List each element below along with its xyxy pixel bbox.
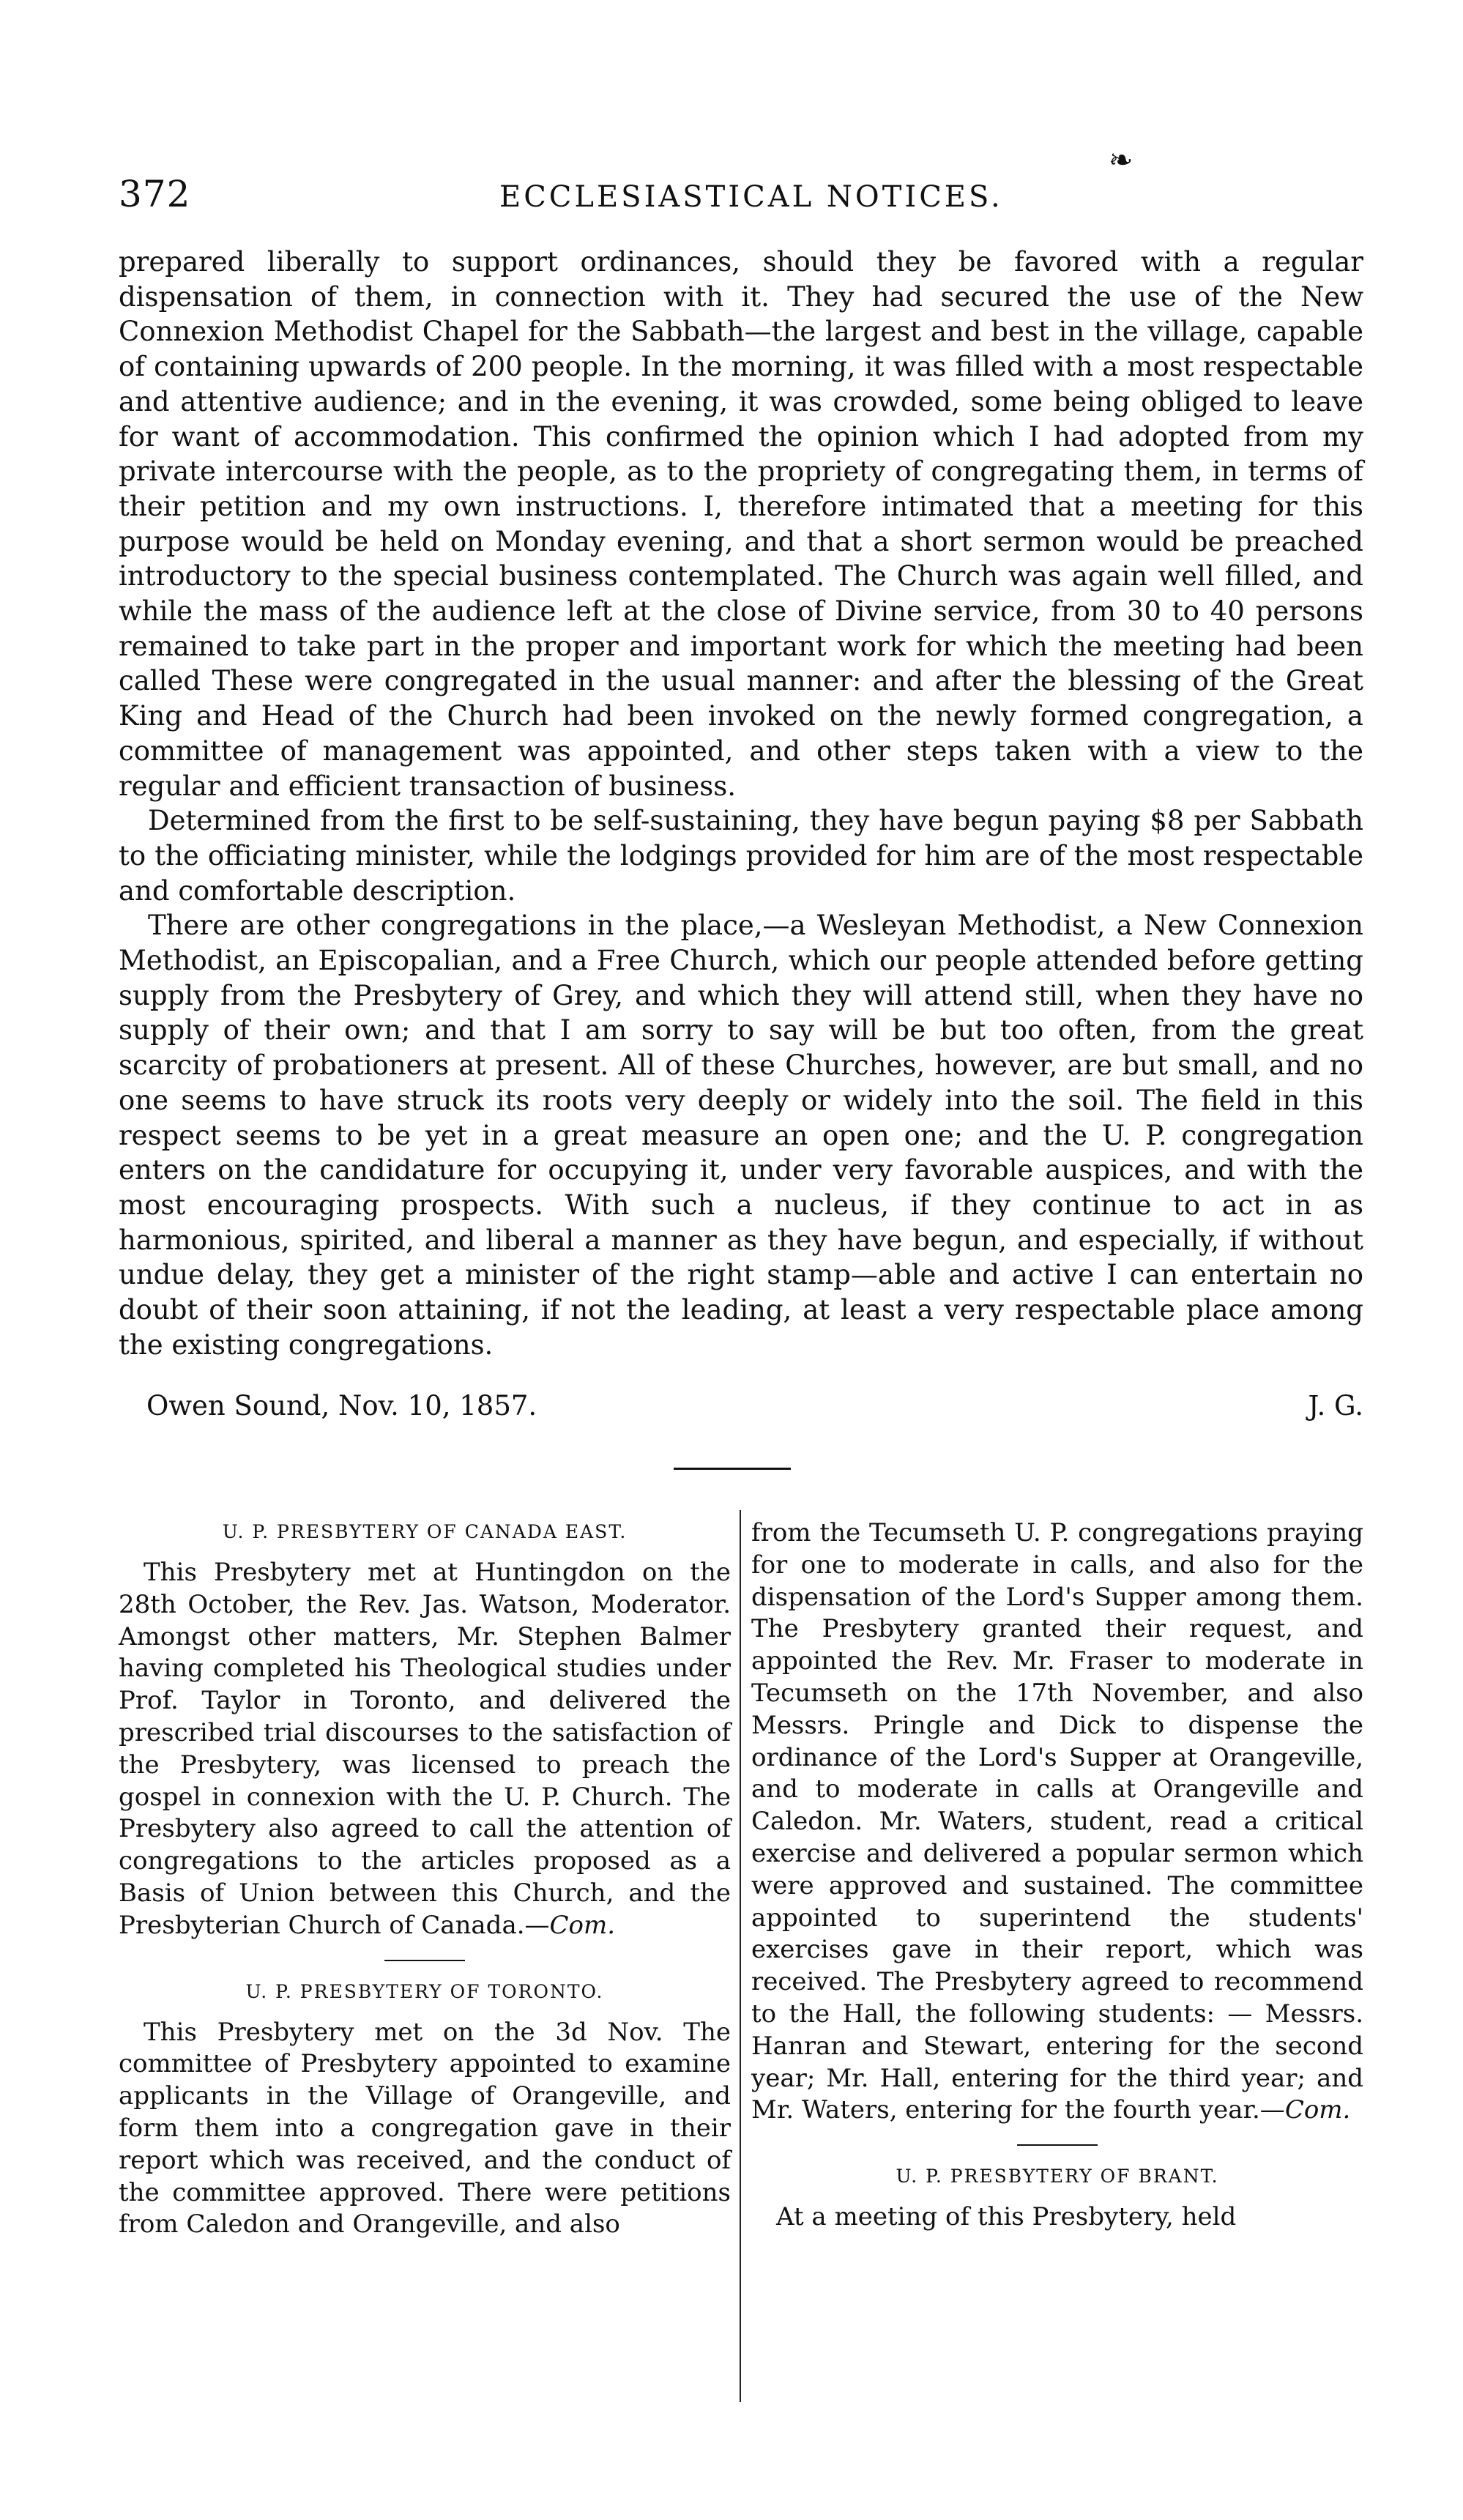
author-initials: J. G. [1308, 1390, 1363, 1421]
notice-divider [1017, 2144, 1098, 2146]
notice-toronto: This Presbytery met on the 3d Nov. The committee of Presbytery appointed to examine applicants in the Village of Orangeville, and form them into a congregation gave in their report which was received, and the conduct of the committee approved. There were petitions from Caledon and Orangeville, and also [119, 2017, 731, 2240]
ornament-icon: ❧ [1109, 144, 1133, 177]
notice-divider [384, 1960, 465, 1961]
page-number: 372 [119, 173, 191, 215]
place-date: Owen Sound, Nov. 10, 1857. [146, 1390, 537, 1421]
top-article [119, 245, 1363, 1363]
right-column [751, 1517, 1363, 2234]
column-divider [740, 1510, 741, 2402]
heading-canada-east: U. P. PRESBYTERY OF CANADA EAST. [222, 1521, 628, 1542]
notice-toronto-continued [751, 1517, 1363, 2127]
notice-signature: Com. [549, 1910, 616, 1940]
heading-toronto: U. P. PRESBYTERY OF TORONTO. [245, 1980, 604, 2002]
notice-brant: At a meeting of this Presbytery, held [776, 2202, 1237, 2232]
notice-signature: Com. [1284, 2095, 1351, 2125]
article-paragraph-3: There are other congregations in the place,—a Wesleyan Methodist, a New Connexion Methodist, an Episcopalian, and a Free Church, which our people attended before getting supply from the Presbytery of Grey, and which they will attend still, when they have no supply of their own; and that I am sorry to say will be but too often, from the great scarcity of probationers at present. All of these Churches, however, are but small, and no one seems to have struck its roots very deeply or widely into the soil. The field in this respect seems to be yet in a great measure an open one; and the U. P. congregation enters on the candidature for occupying it, under very favorable auspices, and with the most encouraging prospects. With such a nucleus, if they continue to act in as harmonious, spirited, and liberal a manner as they have begun, and especially, if without undue delay, they get a minister of the right stamp—able and active I can entertain no doubt of their soon attaining, if not the leading, at least a very respectable place among the existing congregations. [119, 910, 1363, 1361]
notice-canada-east-text: This Presbytery met at Huntingdon on the 28th October, the Rev. Jas. Watson, Moderator. Amongst other matters, Mr. Stephen Balmer having completed his Theological studies under Prof. Taylor in Toronto, and delivered the prescribed trial discourses to the satisfaction of the Presbytery, was licensed to preach the gospel in connexion with the U. P. Church. The Presbytery also agreed to call the attention of congregations to the articles proposed as a Basis of Union between this Church, and the Presbyterian Church of Canada.— [119, 1558, 731, 1940]
section-divider [674, 1468, 791, 1470]
page-header [119, 144, 1363, 224]
article-paragraph-2: Determined from the first to be self-sustaining, they have begun paying $8 per Sabbath to the officiating minister, while the lodgings provided for him are of the most respectable and comfortable description. [119, 805, 1363, 907]
notice-canada-east [119, 1557, 731, 1942]
left-column [119, 1517, 731, 2241]
article-paragraph-1: prepared liberally to support ordinances, should they be favored with a regular dispensation of them, in connection with it. They had secured the use of the New Connexion Methodist Chapel for the Sabbath—the largest and best in the village, capable of containing upwards of 200 people. In the morning, it was filled with a most respectable and attentive audience; and in the evening, it was crowded, some being obliged to leave for want of accommodation. This confirmed the opinion which I had adopted from my private intercourse with the people, as to the propriety of congregating them, in terms of their petition and my own instructions. I, therefore intimated that a meeting for this purpose would be held on Monday evening, and that a short sermon would be preached introductory to the special business contemplated. The Church was again well filled, and while the mass of the audience left at the close of Divine service, from 30 to 40 persons remained to take part in the proper and important work for which the meeting had been called These were congregated in the usual manner: and after the blessing of the Great King and Head of the Church had been invoked on the newly formed congregation, a committee of management was appointed, and other steps taken with a view to the regular and efficient transaction of business. [119, 246, 1363, 802]
running-head: ECCLESIASTICAL NOTICES. [499, 180, 1003, 214]
article-signoff [146, 1390, 1363, 1434]
heading-brant: U. P. PRESBYTERY OF BRANT. [896, 2166, 1219, 2188]
notice-toronto-continued-text: from the Tecumseth U. P. congregations praying for one to moderate in calls, and also for the dispensation of the Lord's Supper among them. The Presbytery granted their request, and appointed the Rev. Mr. Fraser to moderate in Tecumseth on the 17th November, and also Messrs. Pringle and Dick to dispense the ordinance of the Lord's Supper at Orangeville, and to moderate in calls at Orangeville and Caledon. Mr. Waters, student, read a critical exercise and delivered a popular sermon which were approved and sustained. The committee appointed to superintend the students' exercises gave in their report, which was received. The Presbytery agreed to recommend to the Hall, the following students: — Messrs. Hanran and Stewart, entering for the second year; Mr. Hall, entering for the third year; and Mr. Waters, entering for the fourth year.— [751, 1518, 1363, 2125]
